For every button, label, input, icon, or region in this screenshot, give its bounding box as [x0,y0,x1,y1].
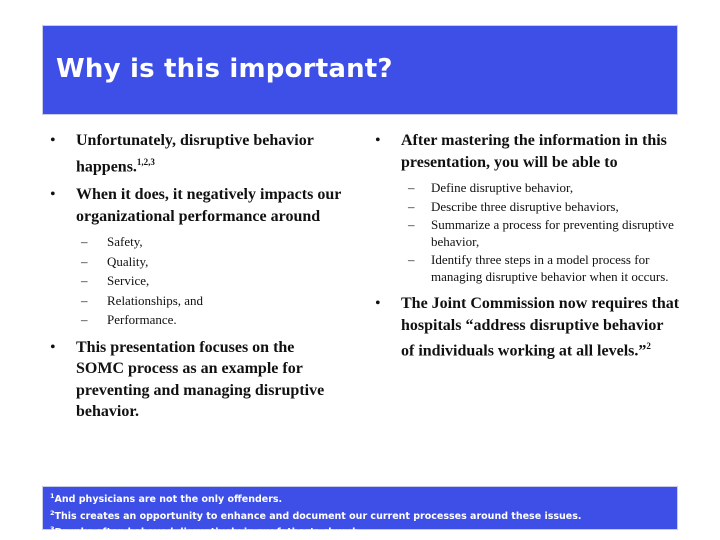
sub-item [40,273,345,290]
sub-item-text: Safety, [107,234,143,250]
sub-list [365,180,680,285]
sub-item [365,217,680,250]
bullet-text: After mastering the information in this presentation, you will be able to [401,132,667,171]
footnote-number: 1 [50,492,55,500]
bullet-text: When it does, it negatively impacts our organizational performance around [76,186,342,225]
right-column [365,130,680,369]
sub-item-text: Identify three steps in a model process for managing disruptive behavior when it occurs. [431,252,669,284]
dash-marker: – [81,292,88,308]
dash-marker: – [408,252,415,267]
footnote-text: And physicians are not the only offenders. [54,494,283,506]
reference-superscript: 1,2,3 [136,156,155,167]
dash-marker: – [408,180,415,195]
bullet-marker: • [375,295,381,312]
bullet-item [365,130,680,173]
bullet-text: Unfortunately, disruptive behavior happens. [76,132,314,175]
sub-item [365,180,680,197]
sub-item [40,234,345,251]
bullet-item [40,184,345,227]
bullet-item [365,293,680,362]
bullet-marker: • [50,186,56,204]
bullet-item [40,337,345,423]
sub-item [365,199,680,216]
footnote-number: 3 [50,525,55,534]
bullet-marker: • [50,338,56,356]
sub-item-text: Relationships, and [107,292,204,308]
sub-item-text: Performance. [107,312,177,328]
footnote [50,507,677,524]
dash-marker: – [81,273,88,289]
sub-item-text: Service, [107,273,150,289]
sub-item-text: Define disruptive behavior, [431,180,574,195]
bullet-text: The Joint Commission now requires that hospitals “address disruptive behavior of individuals working at all levels.” [401,295,680,360]
footnotes-banner [42,486,678,539]
bullet-text: This presentation focuses on the SOMC process as an example for preventing and managing disruptive behavior. [76,338,325,421]
sub-list [40,234,345,329]
bullet-marker: • [375,132,381,149]
sub-item-text: Quality, [107,253,149,269]
bullet-marker: • [50,132,56,149]
dash-marker: – [408,198,415,214]
sub-item [365,252,680,285]
footnote [50,490,677,507]
sub-item-text: Describe three disruptive behaviors, [431,198,619,214]
footnote-text: Drunks often behaved disruptively in my father’s church. [54,527,363,539]
sub-item [40,293,345,310]
left-column [40,130,345,430]
sub-item-text: Summarize a process for preventing disruptive behavior, [431,217,674,249]
footnote [50,523,677,540]
dash-marker: – [81,253,88,269]
dash-marker: – [81,312,88,328]
sub-item [40,312,345,329]
dash-marker: – [81,234,88,250]
footnote-text: This creates an opportunity to enhance and document our current processes around these issues. [54,510,582,522]
dash-marker: – [408,217,415,232]
sub-item [40,254,345,271]
title-banner [42,25,678,115]
footnote-number: 2 [50,508,55,517]
slide-title: Why is this important? [56,54,393,84]
reference-superscript: 2 [646,341,651,351]
bullet-item [40,130,345,177]
